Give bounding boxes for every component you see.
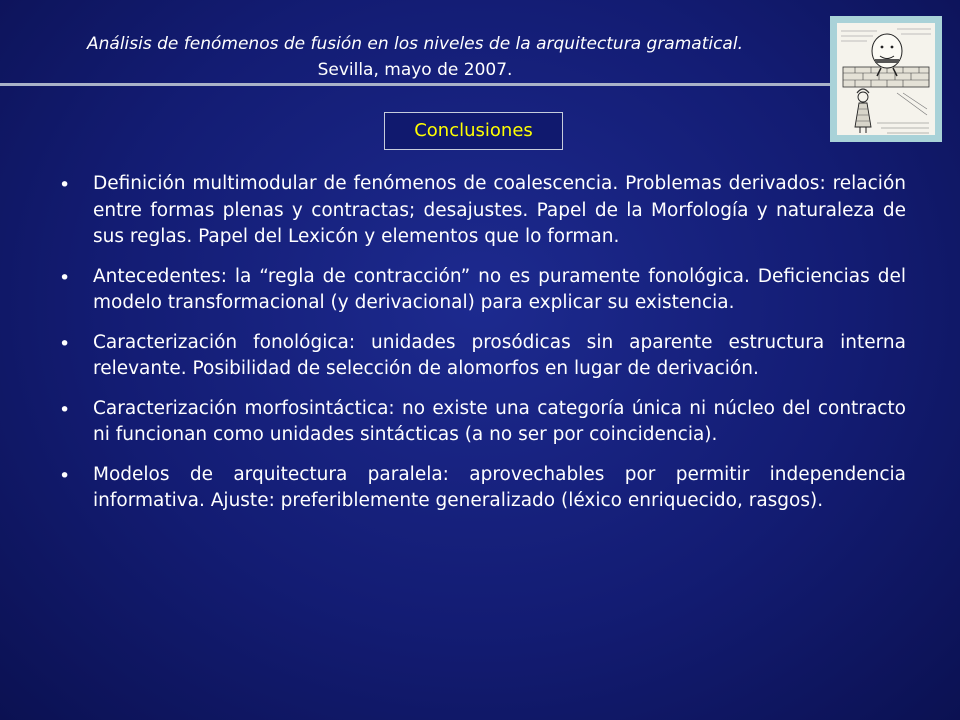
bullet-text: Modelos de arquitectura paralela: aprovechables por permitir independencia informativa. Ajuste: preferiblemente generalizado (léxico enriquecido, rasgos).: [93, 463, 906, 511]
header-title: Análisis de fenómenos de fusión en los niveles de la arquitectura gramatical.: [87, 34, 743, 54]
list-item: [56, 330, 906, 383]
bullet-text: Caracterización morfosintáctica: no existe una categoría única ni núcleo del contracto ni funcionan como unidades sintácticas (a no ser por coincidencia).: [93, 397, 906, 445]
bullet-text: Definición multimodular de fenómenos de coalescencia. Problemas derivados: relación entre formas plenas y contractas; desajustes. Papel de la Morfología y naturaleza de sus reglas. Papel del Lexicón y elementos que lo forman.: [93, 173, 906, 247]
list-item: [56, 264, 906, 317]
slide-header: [0, 0, 830, 83]
list-item: [56, 396, 906, 449]
bullet-dot-icon: •: [59, 398, 71, 421]
engraving-illustration-icon: [837, 23, 935, 135]
header-divider: [0, 83, 830, 86]
bullet-dot-icon: •: [59, 332, 71, 355]
bullet-dot-icon: •: [59, 266, 71, 289]
bullet-dot-icon: •: [59, 464, 71, 487]
bullet-text: Antecedentes: la “regla de contracción” no es puramente fonológica. Deficiencias del modelo transformacional (y derivacional) para explicar su existencia.: [93, 265, 906, 313]
bullet-dot-icon: •: [59, 174, 71, 196]
slide-title: Conclusiones: [384, 112, 563, 150]
list-item: [56, 462, 906, 515]
header-date: Sevilla, mayo de 2007.: [317, 60, 513, 80]
list-item: [56, 171, 906, 251]
illustration-frame: [830, 16, 942, 142]
bullet-text: Caracterización fonológica: unidades prosódicas sin aparente estructura interna relevante. Posibilidad de selección de alomorfos en lugar de derivación.: [93, 331, 906, 379]
conclusions-list: [56, 171, 906, 528]
